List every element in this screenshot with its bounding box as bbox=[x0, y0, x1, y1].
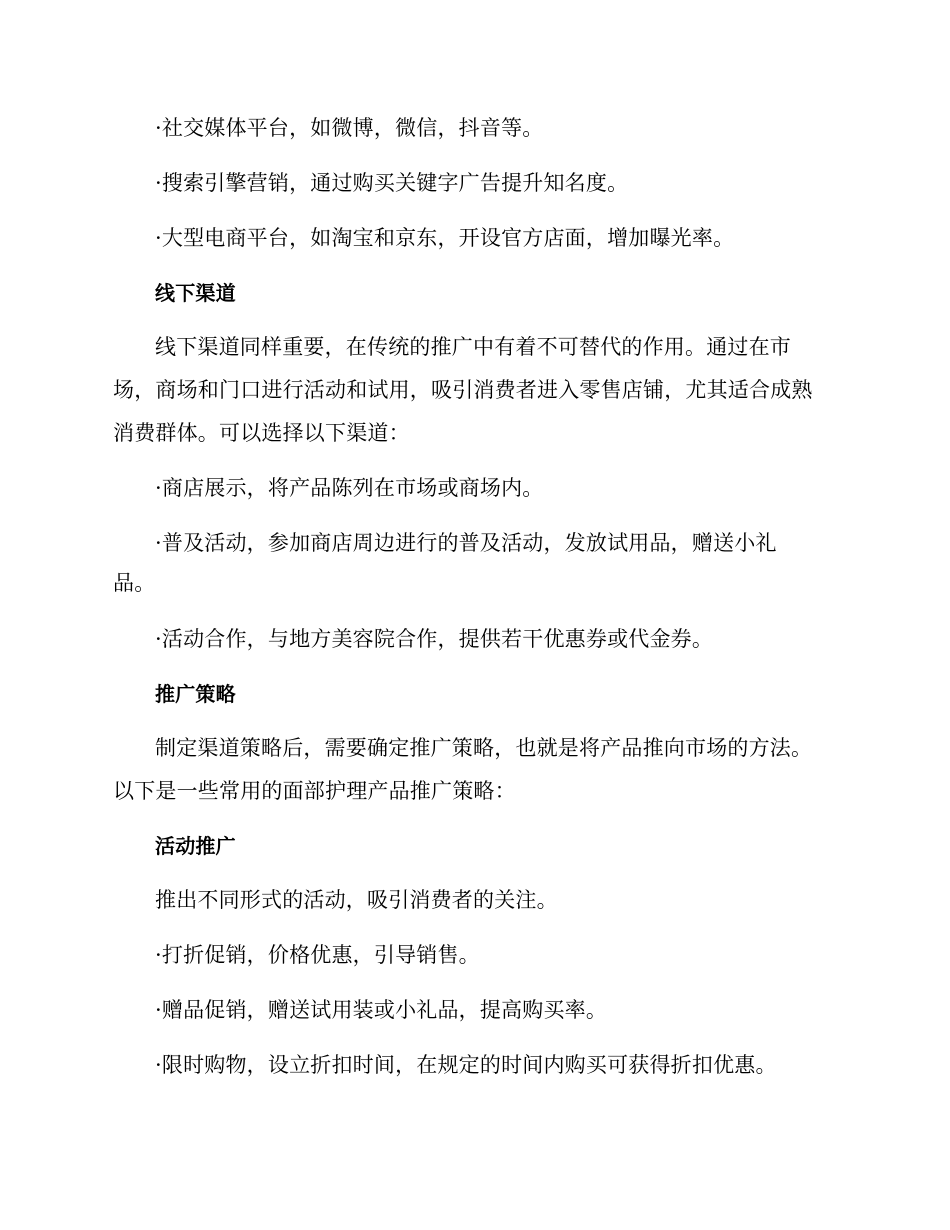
section-heading-strategy: 推广策略 bbox=[155, 682, 236, 706]
list-item: ·社交媒体平台，如微博，微信，抖音等。 bbox=[155, 116, 544, 140]
list-item: ·搜索引擎营销，通过购买关键字广告提升知名度。 bbox=[155, 171, 629, 195]
list-item: ·普及活动，参加商店周边进行的普及活动，发放试用品，赠送小礼 bbox=[155, 531, 777, 555]
list-item: ·活动合作，与地方美容院合作，提供若干优惠券或代金券。 bbox=[155, 627, 714, 651]
paragraph-line: 场，商场和门口进行活动和试用，吸引消费者进入零售店铺，尤其适合成熟 bbox=[113, 378, 813, 402]
section-heading-offline: 线下渠道 bbox=[155, 281, 236, 305]
paragraph-line: 以下是一些常用的面部护理产品推广策略： bbox=[113, 779, 516, 803]
paragraph-line: 制定渠道策略后，需要确定推广策略，也就是将产品推向市场的方法。 bbox=[155, 736, 813, 760]
paragraph-line: 线下渠道同样重要，在传统的推广中有着不可替代的作用。通过在市 bbox=[155, 335, 791, 359]
list-item: ·大型电商平台，如淘宝和京东，开设官方店面，增加曝光率。 bbox=[155, 226, 735, 250]
paragraph-line: 消费群体。可以选择以下渠道： bbox=[113, 421, 410, 445]
list-item: ·商店展示，将产品陈列在市场或商场内。 bbox=[155, 476, 544, 500]
section-heading-events: 活动推广 bbox=[155, 834, 236, 858]
list-item-continuation: 品。 bbox=[113, 571, 156, 595]
paragraph-line: 推出不同形式的活动，吸引消费者的关注。 bbox=[155, 888, 558, 912]
list-item: ·打折促销，价格优惠，引导销售。 bbox=[155, 943, 480, 967]
list-item: ·限时购物，设立折扣时间，在规定的时间内购买可获得折扣优惠。 bbox=[155, 1053, 777, 1077]
list-item: ·赠品促销，赠送试用装或小礼品，提高购买率。 bbox=[155, 998, 608, 1022]
